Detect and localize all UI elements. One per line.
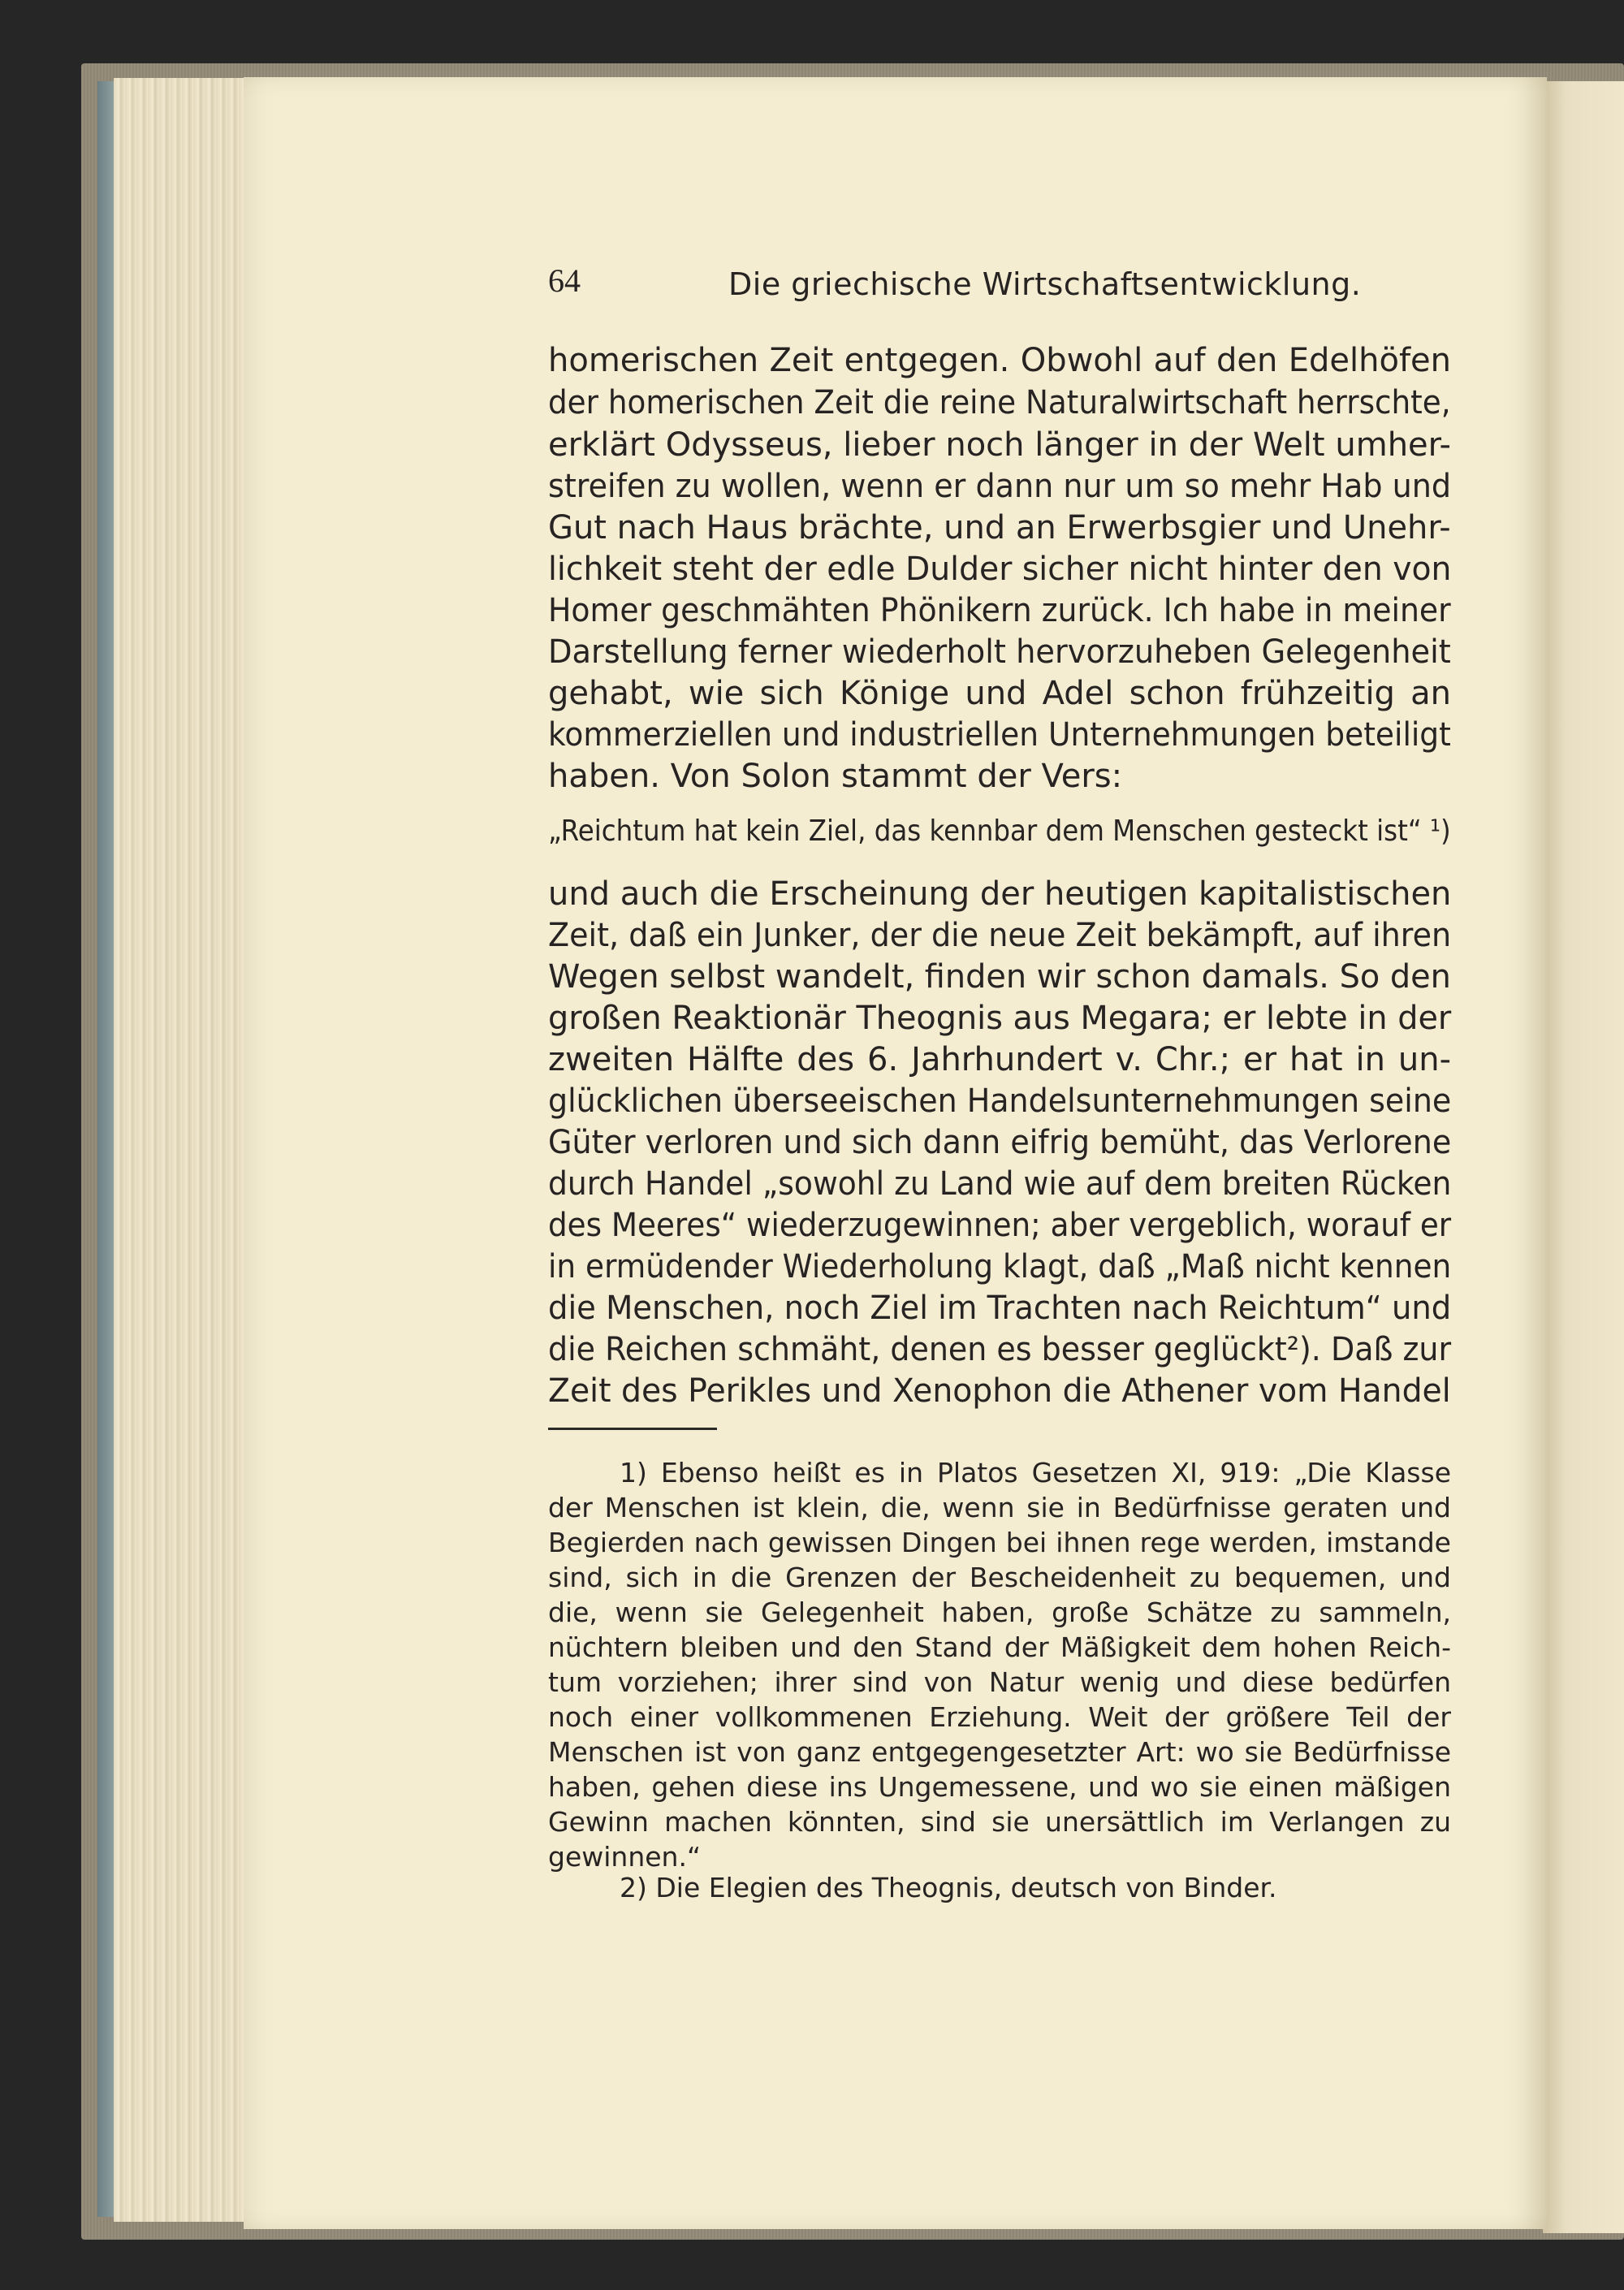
body-line: Güter verloren und sich dann eifrig bemüht, das Verlorene	[548, 1124, 1452, 1161]
page-edges	[114, 78, 256, 2222]
body-line: homerischen Zeit entgegen. Obwohl auf den Edelhöfen	[548, 342, 1451, 379]
next-page-edge	[1543, 81, 1624, 2233]
body-line: gehabt, wie sich Könige und Adel schon frühzeitig an	[548, 675, 1451, 712]
body-line: des Meeres“ wiederzugewinnen; aber vergeblich, worauf er	[548, 1207, 1452, 1244]
body-line: Wegen selbst wandelt, finden wir schon damals. So den	[548, 958, 1451, 996]
footnote-line: 1) Ebenso heißt es in Platos Gesetzen XI, 919: „Die Klasse	[620, 1457, 1451, 1488]
body-line: lichkeit steht der edle Dulder sicher nicht hinter den von	[548, 551, 1452, 588]
body-line: Zeit, daß ein Junker, der die neue Zeit bekämpft, auf ihren	[548, 917, 1452, 954]
body-line: glücklichen überseeischen Handelsunternehmungen seine	[548, 1082, 1452, 1120]
body-line: Gut nach Haus brächte, und an Erwerbsgier und Unehr-	[548, 509, 1451, 547]
body-line: haben. Von Solon stammt der Vers:	[548, 758, 1123, 795]
body-line: streifen zu wollen, wenn er dann nur um so mehr Hab und	[548, 468, 1452, 505]
footnote-line: noch einer vollkommenen Erziehung. Weit der größere Teil der	[548, 1701, 1451, 1733]
verse-quote: „Reichtum hat kein Ziel, das kennbar dem Menschen gesteckt ist“ ¹)	[548, 814, 1451, 848]
footnote-line: haben, gehen diese ins Ungemessene, und wo sie einen mäßigen	[548, 1771, 1451, 1803]
body-line: die Menschen, noch Ziel im Trachten nach Reichtum“ und	[548, 1290, 1452, 1327]
body-line: zweiten Hälfte des 6. Jahrhundert v. Chr.; er hat in un-	[548, 1041, 1451, 1078]
body-line: die Reichen schmäht, denen es besser geglückt²). Daß zur	[548, 1331, 1452, 1368]
footnote-line: Menschen ist von ganz entgegengesetzter Art: wo sie Bedürfnisse	[548, 1736, 1451, 1768]
body-line: kommerziellen und industriellen Unternehmungen beteiligt	[548, 716, 1451, 754]
body-line: in ermüdender Wiederholung klagt, daß „Maß nicht kennen	[548, 1248, 1452, 1285]
body-line: erklärt Odysseus, lieber noch länger in der Welt umher-	[548, 426, 1451, 464]
body-line: Homer geschmähten Phönikern zurück. Ich habe in meiner	[548, 592, 1451, 629]
body-line: und auch die Erscheinung der heutigen kapitalistischen	[548, 875, 1452, 913]
footnote-line: nüchtern bleiben und den Stand der Mäßigkeit dem hohen Reich-	[548, 1631, 1451, 1663]
footnote-line: Begierden nach gewissen Dingen bei ihnen rege werden, imstande	[548, 1527, 1451, 1558]
body-line: Darstellung ferner wiederholt hervorzuheben Gelegenheit	[548, 633, 1451, 671]
footnote-line: gewinnen.“	[548, 1841, 702, 1873]
footnote-line: Gewinn machen könnten, sind sie unersättlich im Verlangen zu	[548, 1806, 1451, 1838]
page-number: 64	[548, 262, 581, 299]
footnote-rule	[548, 1428, 717, 1430]
footnote-2: 2) Die Elegien des Theognis, deutsch von Binder.	[620, 1872, 1277, 1903]
body-line: durch Handel „sowohl zu Land wie auf dem breiten Rücken	[548, 1165, 1452, 1203]
footnote-line: sind, sich in die Grenzen der Bescheidenheit zu bequemen, und	[548, 1562, 1451, 1593]
footnote-line: der Menschen ist klein, die, wenn sie in Bedürfnisse geraten und	[548, 1492, 1451, 1523]
footnote-line: die, wenn sie Gelegenheit haben, große Schätze zu sammeln,	[548, 1597, 1451, 1628]
running-title: Die griechische Wirtschaftsentwicklung.	[728, 266, 1362, 302]
footnote-line: tum vorziehen; ihrer sind von Natur wenig und diese bedürfen	[548, 1666, 1451, 1698]
body-line: großen Reaktionär Theognis aus Megara; er lebte in der	[548, 1000, 1452, 1037]
body-line: Zeit des Perikles und Xenophon die Athener vom Handel	[548, 1372, 1451, 1410]
body-line: der homerischen Zeit die reine Naturalwirtschaft herrschte,	[548, 384, 1451, 421]
